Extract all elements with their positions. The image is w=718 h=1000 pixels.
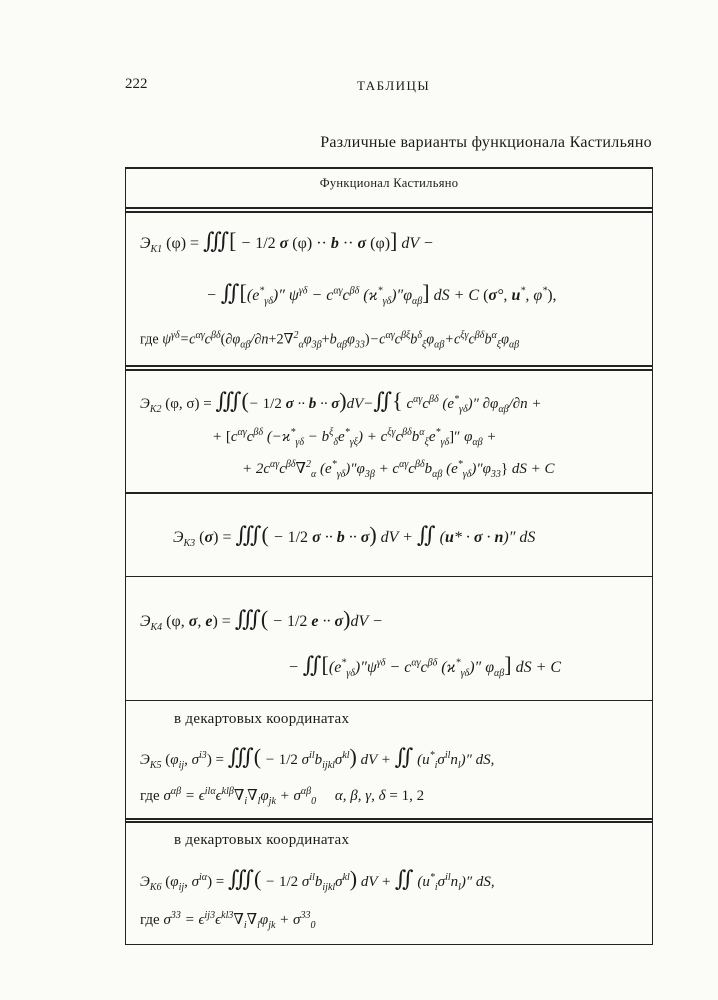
formula-line: $Э_{K5}$ ($\varphi_{ij}$, $\sigma^{i3}$) = ∭( − 1/2 $\sigma^{il}b_{ijkl}\sigma^{kl}$) dV + ∬ $(u^*_i\sigma^{il}n_l)''$ dS,: [140, 744, 495, 771]
formula-line: + $2c^{\alpha\gamma}c^{\beta\delta}\nabla^2_\alpha$ $(e^*_{\gamma\delta})''\varphi_{3\beta} + c^{\alpha\gamma}c^{\beta\delta}b_{\alpha\beta}$ $(e^*_{\gamma\delta})''\varphi_{33}$} dS + C: [242, 459, 555, 480]
table-caption: Различные варианты функционала Кастильяно: [320, 134, 652, 151]
row-note: в декартовых координатах: [174, 832, 350, 848]
row-divider: [125, 818, 653, 820]
running-title: ТАБЛИЦЫ: [357, 78, 431, 93]
formula-line: где $\sigma^{33} = \epsilon^{ij3}\epsilon^{kl3}\nabla_i\nabla_l\varphi_{jk} + \sigma^{33}_0$: [140, 910, 316, 931]
table-bottom-rule: [125, 944, 653, 945]
formula-line: − $∬[(e^*_{\gamma\delta})''\psi^{\gamma\delta} - c^{\alpha\gamma}c^{\beta\delta}$ $(ϰ^*_{\gamma\delta})''$ $\varphi_{\alpha\beta}$] dS + C: [288, 652, 562, 680]
row-divider: [125, 211, 653, 213]
formula-line: $Э_{K3}$ (σ) = ∭( − 1/2 σ ·· b ·· σ) dV + ∬ (u* · σ · n)″ dS: [173, 522, 536, 550]
row-note: в декартовых координатах: [174, 711, 350, 727]
formula-line: $Э_{K2}$ (φ, σ) = ∭(− 1/2 σ ·· b ·· σ)dV−∬{ $c^{\alpha\gamma}c^{\beta\delta}$ $(e^*_{\gamma\delta})''$ $\partial\varphi_{\alpha\beta}/\partial n$ +: [140, 388, 542, 415]
formula-line: где $\psi^{\gamma\delta}=c^{\alpha\gamma}c^{\beta\delta}(\partial\varphi_{\alpha\beta}/\partial n+2\nabla^2_\alpha\varphi_{3\beta}+b_{\alpha\beta}\varphi_{33})-c^{\alpha\gamma}c^{\beta\xi}b^\delta_\xi\varphi_{\alpha\beta}+c^{\xi\gamma}c^{\beta\delta}b^\alpha_\xi\varphi_{\alpha\beta}$: [140, 330, 520, 351]
table-top-rule: [125, 167, 653, 169]
formula-line: где $\sigma^{\alpha\beta} = \epsilon^{il\alpha}\epsilon^{kl\beta}\nabla_i\nabla_l\varphi_{jk} + \sigma^{\alpha\beta}_0$ α, β, γ, δ = 1, 2: [140, 786, 425, 807]
header-rule: [125, 207, 653, 209]
row-divider: [125, 369, 653, 371]
formula-line: $Э_{K4}$ (φ, σ, e) = ∭( − 1/2 e ·· σ)dV −: [140, 606, 383, 634]
page-number: 222: [125, 76, 148, 92]
formula-line: + [$c^{\alpha\gamma}c^{\beta\delta}$ $(-ϰ^*_{\gamma\delta} - b^\xi_\delta e^*_{\gamma\xi}) + c^{\xi\gamma}c^{\beta\delta}b^\alpha_\xi e^*_{\gamma\delta}]''$ $\varphi_{\alpha\beta}$ +: [212, 427, 497, 448]
formula-line: $Э_{K1}$ (φ) = ∭[ − 1/2 σ (φ) ·· b ·· σ (φ)] dV −: [140, 228, 434, 256]
formula-line: $Э_{K6}$ ($\varphi_{ij}$, $\sigma^{i\alpha}$) = ∭( − 1/2 $\sigma^{il}b_{ijkl}\sigma^{kl}$) dV + ∬ $(u^*_i\sigma^{il}n_l)''$ dS,: [140, 866, 495, 893]
row-divider: [125, 492, 653, 494]
column-header: Функционал Кастильяно: [319, 176, 459, 190]
row-divider: [125, 576, 653, 577]
row-divider: [125, 821, 653, 823]
row-divider: [125, 700, 653, 701]
row-divider: [125, 365, 653, 367]
formula-line: − $∬[(e^*_{\gamma\delta})''$ $\psi^{\gamma\delta} - c^{\alpha\gamma}c^{\beta\delta}$ $(ϰ^*_{\gamma\delta})''\varphi_{\alpha\beta}$] dS + C (σ°, u*, φ*),: [206, 280, 557, 308]
